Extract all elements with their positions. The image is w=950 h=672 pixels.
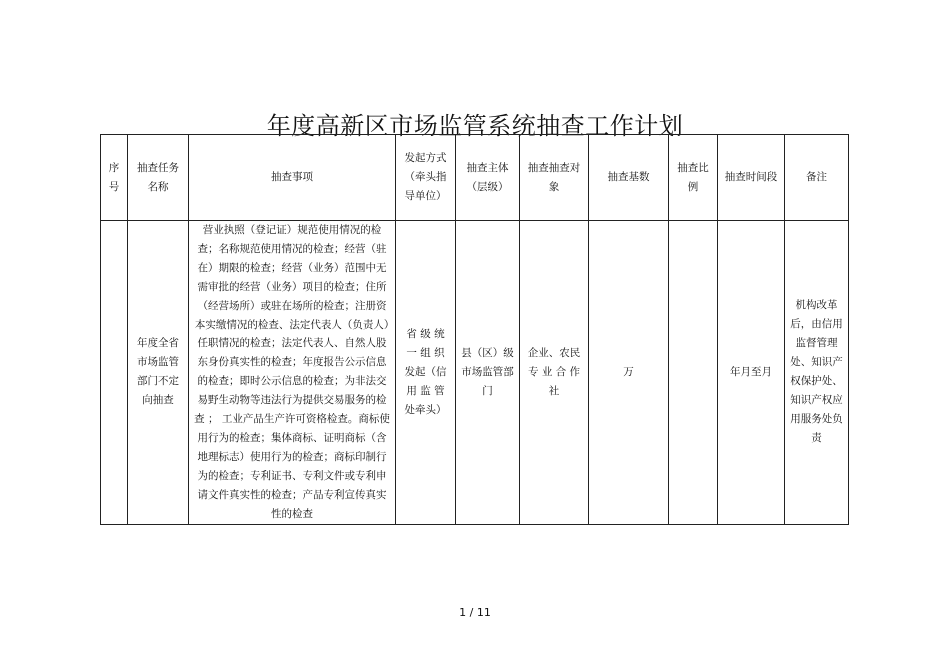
header-cell-subject: 抽查主体（层级） — [456, 135, 520, 221]
document-title: 年度高新区市场监管系统抽查工作计划 — [266, 112, 684, 140]
header-cell-method: 发起方式（牵头指导单位） — [396, 135, 456, 221]
header-cell-matters: 抽查事项 — [189, 135, 396, 221]
cell-ratio — [669, 221, 718, 525]
cell-remark: 机构改革后，由信用监督管理处、知识产权保护处、知识产权应用服务处负责 — [785, 221, 849, 525]
header-cell-ratio: 抽查比例 — [669, 135, 718, 221]
cell-base: 万 — [589, 221, 669, 525]
header-cell-remark: 备注 — [785, 135, 849, 221]
cell-subject: 县（区）级市场监管部门 — [456, 221, 520, 525]
cell-matters: 营业执照（登记证）规范使用情况的检查；名称规范使用情况的检查；经营（驻在）期限的检查；经营（业务）范围中无需审批的经营（业务）项目的检查；住所（经营场所）或驻在场所的检查；注册资本实缴情况的检查、法定代表人（负责人）任职情况的检查；法定代表人、自然人股东身份真实性的检查；年度报告公示信息的检查；即时公示信息的检查；为非法交易野生动物等违法行为提供交易服务的检查 ； 工业产品生产许可资格检查。商标使用行为的检查；集体商标、证明商标（含地理标志）使用行为的检查；商标印制行为的检查；专利证书、专利文件或专利申请文件真实性的检查；产品专利宣传真实性的检查 — [189, 221, 396, 525]
cell-object: 企业、农民 专 业 合 作社 — [520, 221, 589, 525]
cell-period: 年月至月 — [718, 221, 785, 525]
inspection-plan-table — [100, 134, 849, 525]
header-cell-period: 抽查时间段 — [718, 135, 785, 221]
table-row — [101, 221, 849, 525]
cell-seq — [101, 221, 128, 525]
header-cell-seq: 序号 — [101, 135, 128, 221]
page-number: 1 / 11 — [459, 606, 491, 619]
header-cell-object: 抽查抽查对象 — [520, 135, 589, 221]
table-header-row — [101, 135, 849, 221]
cell-task-name: 年度全省市场监管部门不定向抽查 — [128, 221, 189, 525]
cell-method: 省 级 统 一 组 织 发起（信 用 监 管 处牵头） — [396, 221, 456, 525]
header-cell-task-name: 抽查任务名称 — [128, 135, 189, 221]
header-cell-base: 抽查基数 — [589, 135, 669, 221]
